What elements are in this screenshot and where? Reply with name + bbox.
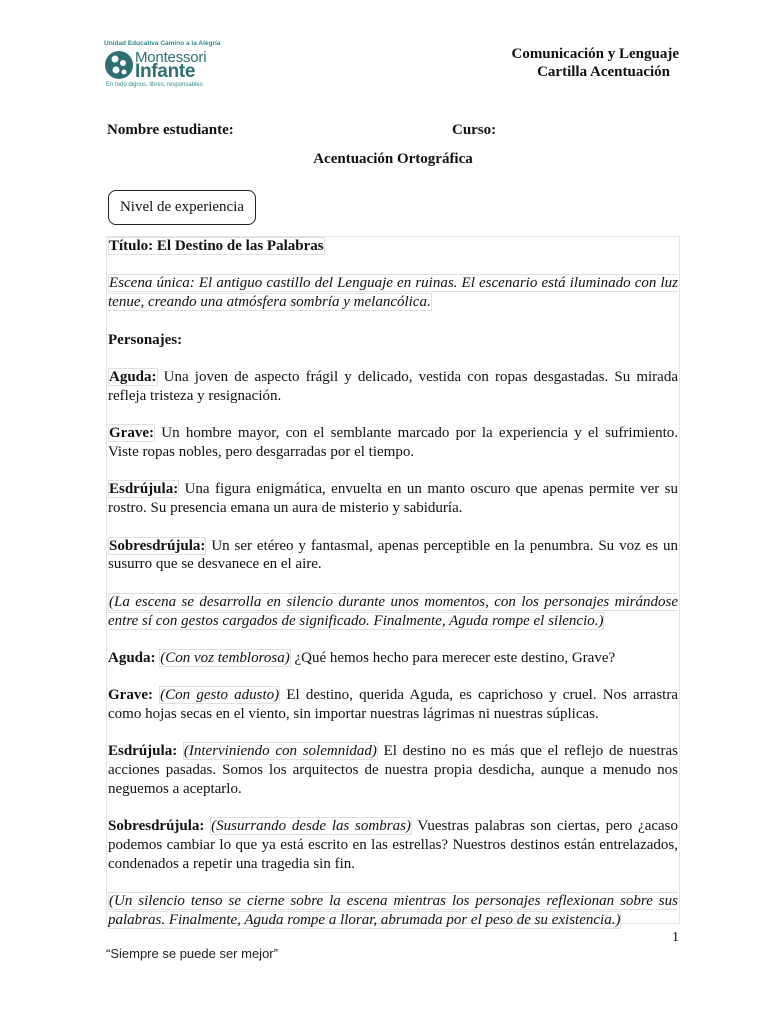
character-description: Un ser etéreo y fantasmal, apenas perceptible en la penumbra. Su voz es un susurro que se desvanece en el aire. [108, 537, 678, 573]
logo-figures-icon [104, 50, 134, 80]
play-text [106, 236, 680, 929]
dialogue-text: El destino no es más que el reflejo de nuestras acciones pasadas. Somos los arquitectos de nuestra propia desdicha, aunque a menudo nos neguemos a aceptarlo. [108, 743, 678, 798]
character-description: Un hombre mayor, con el semblante marcado por la experiencia y el sufrimiento. Viste ropas nobles, pero desgarradas por el tiempo. [108, 425, 679, 460]
header-booklet: Cartilla Acentuación [537, 64, 670, 80]
speaker-name: Aguda: [108, 649, 156, 666]
character-item [108, 537, 678, 575]
speaker-name: Sobresdrújula: [108, 818, 205, 835]
character-name: Sobresdrújula: [109, 537, 206, 554]
dialogue-text: ¿Qué hemos hecho para merecer este destino, Grave? [294, 649, 616, 666]
logo-name-line1: Montessori [135, 49, 207, 66]
stage-direction: (Un silencio tenso se cierne sobre la escena mientras los personajes reflexionan sobre sus palabras. Finalmente, Aguda rompe a llorar, abrumada por el peso de su existencia.) [108, 893, 678, 929]
stage-direction-inline: (Susurrando desde las sombras) [211, 818, 411, 835]
document-title: Acentuación Ortográfica [313, 151, 473, 167]
dialogue-text: Vuestras palabras son ciertas, pero ¿acaso podemos cambiar lo que ya está escrito en las estrellas? Nuestros destinos están entrelazados, condenados a repetir una tragedia sin fin. [108, 818, 679, 873]
stage-direction: (La escena se desarrolla en silencio durante unos momentos, con los personajes mirándose entre sí con gestos cargados de significado. Finalmente, Aguda rompe el silencio.) [108, 593, 678, 629]
character-item [108, 480, 678, 518]
dialogue-line [108, 817, 678, 873]
character-item [108, 424, 678, 462]
character-description: Una figura enigmática, envuelta en un manto oscuro que apenas permite ver su rostro. Su presencia emana un aura de misterio y sabiduría. [108, 481, 679, 517]
logo-tagline: En todo dignos, libres, responsables [106, 82, 203, 88]
experience-level-label: Nivel de experiencia [119, 199, 245, 215]
stage-direction-inline: (Interviniendo con solemnidad) [183, 743, 377, 760]
play-title: Título: El Destino de las Palabras [109, 238, 324, 254]
experience-level-box [108, 190, 256, 225]
scene-description: Escena única: El antiguo castillo del Lenguaje en ruinas. El escenario está iluminado con luz tenue, creando una atmósfera sombría y melancólica. [108, 275, 678, 311]
character-item [108, 368, 678, 406]
dialogue-line [108, 649, 678, 668]
speaker-name: Grave: [108, 687, 153, 704]
speaker-name: Esdrújula: [108, 743, 178, 760]
page-number: 1 [672, 930, 679, 945]
character-description: Una joven de aspecto frágil y delicado, vestida con ropas desgastadas. Su mirada refleja tristeza y resignación. [108, 368, 678, 404]
stage-direction-inline: (Con gesto adusto) [160, 687, 280, 704]
stage-direction-inline: (Con voz temblorosa) [160, 649, 290, 666]
characters-heading: Personajes: [108, 331, 183, 348]
dialogue-text: El destino, querida Aguda, es caprichoso y cruel. Nos arrastra como hojas secas en el viento, sin importar nuestras lágrimas ni nuestras súplicas. [108, 687, 678, 723]
logo-school-name: Unidad Educativa Camino a la Alegría [104, 40, 221, 47]
course-label: Curso: [452, 122, 497, 138]
dialogue-line [108, 686, 678, 724]
dialogue-line [108, 742, 678, 798]
character-name: Grave: [109, 425, 154, 442]
header-subject: Comunicación y Lenguaje [511, 46, 679, 62]
character-name: Esdrújula: [109, 481, 179, 498]
student-name-label: Nombre estudiante: [107, 122, 234, 138]
school-logo [104, 40, 220, 92]
logo-name-line2: Infante [135, 61, 196, 82]
character-name: Aguda: [109, 368, 157, 385]
footer-motto: “Siempre se puede ser mejor” [106, 946, 278, 961]
